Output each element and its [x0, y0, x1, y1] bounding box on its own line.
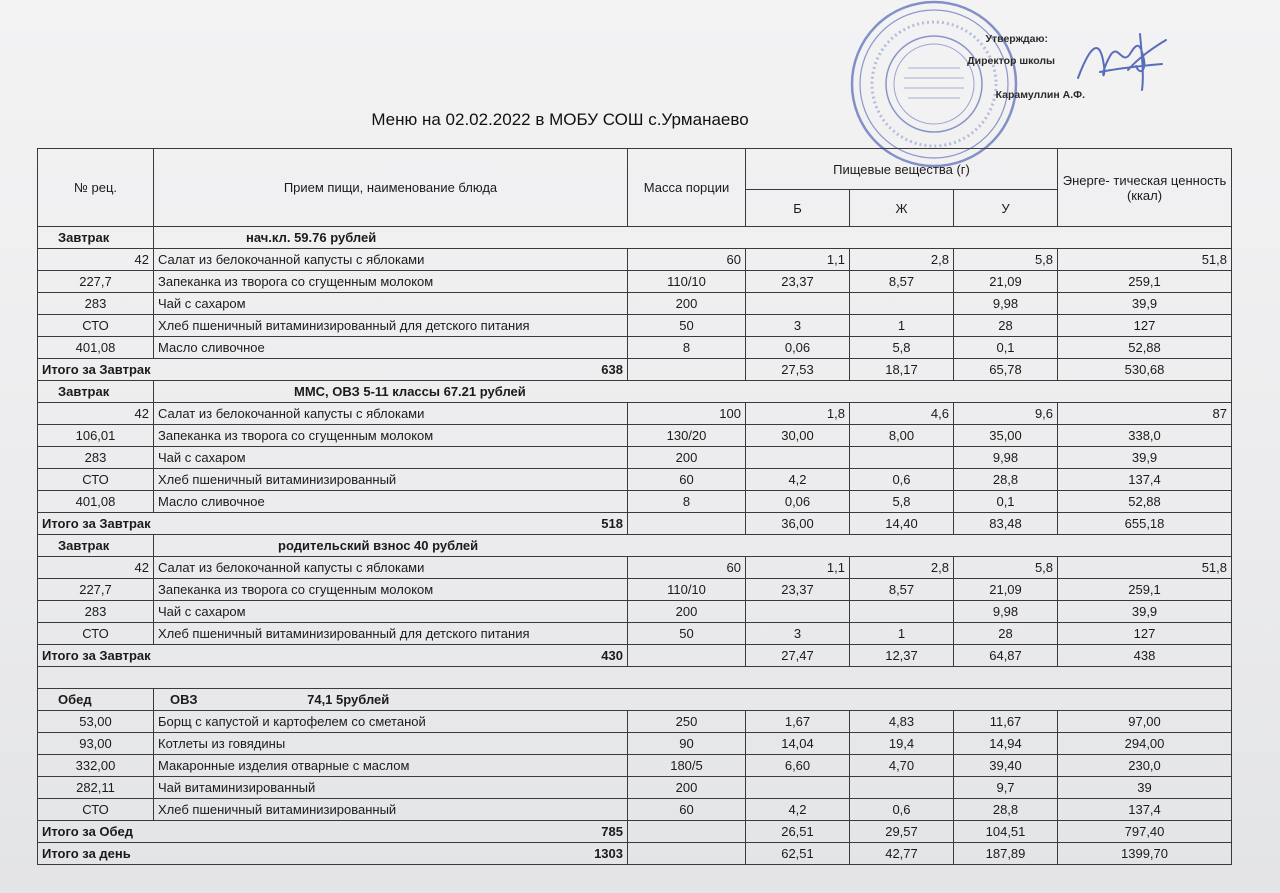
rec-cell: 401,08: [38, 337, 154, 359]
total-mass-cell: [628, 513, 746, 535]
table-row: [38, 557, 1232, 579]
mass-cell: 100: [628, 403, 746, 425]
section-breakfast-mms: [38, 381, 1232, 535]
fat-cell: 2,8: [850, 249, 954, 271]
mass-cell: 200: [628, 293, 746, 315]
total-energy: 438: [1058, 645, 1232, 667]
rec-cell: СТО: [38, 623, 154, 645]
energy-cell: 230,0: [1058, 755, 1232, 777]
fat-cell: [850, 447, 954, 469]
fat-cell: 19,4: [850, 733, 954, 755]
dish-cell: Запеканка из творога со сгущенным молоком: [154, 271, 628, 293]
fat-cell: [850, 293, 954, 315]
dish-cell: Макаронные изделия отварные с маслом: [154, 755, 628, 777]
total-energy: 797,40: [1058, 821, 1232, 843]
approval-position: Директор школы: [967, 55, 1055, 67]
fat-cell: 1: [850, 315, 954, 337]
fat-cell: 2,8: [850, 557, 954, 579]
rec-cell: СТО: [38, 469, 154, 491]
table-row: [38, 799, 1232, 821]
total-label: [38, 645, 628, 667]
carbs-cell: 9,7: [954, 777, 1058, 799]
carbs-cell: 11,67: [954, 711, 1058, 733]
protein-cell: 1,1: [746, 249, 850, 271]
fat-cell: 8,57: [850, 579, 954, 601]
rec-cell: 42: [38, 249, 154, 271]
table-row: [38, 491, 1232, 513]
fat-cell: 4,6: [850, 403, 954, 425]
protein-cell: 14,04: [746, 733, 850, 755]
carbs-cell: 39,40: [954, 755, 1058, 777]
total-carbs: 104,51: [954, 821, 1058, 843]
dish-cell: Масло сливочное: [154, 491, 628, 513]
day-total-carbs: 187,89: [954, 843, 1058, 865]
total-protein: 36,00: [746, 513, 850, 535]
total-carbs: 65,78: [954, 359, 1058, 381]
dish-cell: Масло сливочное: [154, 337, 628, 359]
energy-cell: 39: [1058, 777, 1232, 799]
carbs-cell: 5,8: [954, 249, 1058, 271]
table-row: [38, 755, 1232, 777]
header-protein: Б: [746, 190, 850, 227]
dish-cell: Хлеб пшеничный витаминизированный для детского питания: [154, 623, 628, 645]
table-row: [38, 733, 1232, 755]
day-total-fat: 42,77: [850, 843, 954, 865]
dish-cell: Хлеб пшеничный витаминизированный для детского питания: [154, 315, 628, 337]
dish-cell: Запеканка из творога со сгущенным молоком: [154, 579, 628, 601]
energy-cell: 39,9: [1058, 293, 1232, 315]
meal-group-cell: [154, 689, 1232, 711]
total-fat: 18,17: [850, 359, 954, 381]
meal-name: Обед: [38, 689, 154, 711]
approval-director-name: Карамуллин А.Ф.: [995, 89, 1085, 101]
total-label-text: Итого за Обед: [42, 824, 134, 839]
energy-cell: 52,88: [1058, 337, 1232, 359]
total-label: [38, 821, 628, 843]
rec-cell: 227,7: [38, 579, 154, 601]
fat-cell: 8,57: [850, 271, 954, 293]
total-carbs: 83,48: [954, 513, 1058, 535]
approval-line: Утверждаю:: [985, 33, 1048, 45]
table-row: [38, 579, 1232, 601]
energy-cell: 294,00: [1058, 733, 1232, 755]
page-title: Меню на 02.02.2022 в МОБУ СОШ с.Урманаево: [371, 110, 749, 129]
protein-cell: 23,37: [746, 271, 850, 293]
rec-cell: 227,7: [38, 271, 154, 293]
table-row: [38, 469, 1232, 491]
mass-cell: 110/10: [628, 271, 746, 293]
fat-cell: 0,6: [850, 469, 954, 491]
mass-cell: 130/20: [628, 425, 746, 447]
energy-cell: 51,8: [1058, 249, 1232, 271]
protein-cell: [746, 447, 850, 469]
mass-cell: 110/10: [628, 579, 746, 601]
protein-cell: 4,2: [746, 799, 850, 821]
section-header-row: [38, 381, 1232, 403]
header-fat: Ж: [850, 190, 954, 227]
total-row: [38, 645, 1232, 667]
dish-cell: Борщ с капустой и картофелем со сметаной: [154, 711, 628, 733]
protein-cell: 4,2: [746, 469, 850, 491]
table-row: [38, 425, 1232, 447]
total-fat: 12,37: [850, 645, 954, 667]
dish-cell: Хлеб пшеничный витаминизированный: [154, 469, 628, 491]
section-header-row: [38, 689, 1232, 711]
carbs-cell: 9,98: [954, 601, 1058, 623]
carbs-cell: 35,00: [954, 425, 1058, 447]
rec-cell: 53,00: [38, 711, 154, 733]
rec-cell: 282,11: [38, 777, 154, 799]
energy-cell: 87: [1058, 403, 1232, 425]
energy-cell: 52,88: [1058, 491, 1232, 513]
total-row: [38, 821, 1232, 843]
mass-cell: 90: [628, 733, 746, 755]
approval-block: [940, 28, 1140, 106]
mass-cell: 200: [628, 447, 746, 469]
dish-cell: Котлеты из говядины: [154, 733, 628, 755]
energy-cell: 127: [1058, 315, 1232, 337]
total-label-text: Итого за Завтрак: [42, 648, 151, 663]
energy-cell: 51,8: [1058, 557, 1232, 579]
table-row: [38, 777, 1232, 799]
dish-cell: Чай с сахаром: [154, 293, 628, 315]
energy-cell: 97,00: [1058, 711, 1232, 733]
table-row: [38, 447, 1232, 469]
protein-cell: 0,06: [746, 337, 850, 359]
mass-cell: 250: [628, 711, 746, 733]
energy-cell: 137,4: [1058, 469, 1232, 491]
total-label: [38, 513, 628, 535]
carbs-cell: 9,98: [954, 447, 1058, 469]
mass-cell: 60: [628, 469, 746, 491]
rec-cell: 283: [38, 293, 154, 315]
total-label: [38, 359, 628, 381]
mass-cell: 8: [628, 337, 746, 359]
total-mass-cell: [628, 359, 746, 381]
mass-cell: 60: [628, 557, 746, 579]
meal-name: Завтрак: [38, 227, 154, 249]
mass-cell: 180/5: [628, 755, 746, 777]
dish-cell: Хлеб пшеничный витаминизированный: [154, 799, 628, 821]
header-energy: Энерге- тическая ценность (ккал): [1058, 149, 1232, 227]
rec-cell: 42: [38, 557, 154, 579]
carbs-cell: 28: [954, 623, 1058, 645]
total-fat: 14,40: [850, 513, 954, 535]
carbs-cell: 0,1: [954, 491, 1058, 513]
mass-cell: 50: [628, 315, 746, 337]
energy-cell: 137,4: [1058, 799, 1232, 821]
carbs-cell: 21,09: [954, 579, 1058, 601]
total-mass: 638: [601, 362, 623, 377]
fat-cell: 5,8: [850, 337, 954, 359]
header-mass: Масса порции: [628, 149, 746, 227]
day-total-row: [38, 843, 1232, 865]
day-total-label-text: Итого за день: [42, 846, 131, 861]
total-mass: 518: [601, 516, 623, 531]
total-row: [38, 513, 1232, 535]
mass-cell: 60: [628, 799, 746, 821]
table-row: [38, 271, 1232, 293]
total-carbs: 64,87: [954, 645, 1058, 667]
fat-cell: [850, 601, 954, 623]
total-mass-cell: [628, 821, 746, 843]
dish-cell: Салат из белокочанной капусты с яблоками: [154, 557, 628, 579]
total-mass: 430: [601, 648, 623, 663]
total-mass: 785: [601, 824, 623, 839]
dish-cell: Чай витаминизированный: [154, 777, 628, 799]
day-total-mass: 1303: [594, 846, 623, 861]
protein-cell: 3: [746, 315, 850, 337]
meal-group: родительский взнос 40 рублей: [154, 535, 1232, 557]
rec-cell: 106,01: [38, 425, 154, 447]
carbs-cell: 9,6: [954, 403, 1058, 425]
protein-cell: 30,00: [746, 425, 850, 447]
day-total-energy: 1399,70: [1058, 843, 1232, 865]
header-rec-number: № рец.: [38, 149, 154, 227]
total-label-text: Итого за Завтрак: [42, 362, 151, 377]
protein-cell: [746, 777, 850, 799]
protein-cell: 6,60: [746, 755, 850, 777]
table-row: [38, 293, 1232, 315]
carbs-cell: 28: [954, 315, 1058, 337]
section-breakfast-parental: [38, 535, 1232, 689]
protein-cell: [746, 601, 850, 623]
rec-cell: 93,00: [38, 733, 154, 755]
energy-cell: 39,9: [1058, 601, 1232, 623]
rec-cell: СТО: [38, 799, 154, 821]
protein-cell: 3: [746, 623, 850, 645]
section-header-row: [38, 535, 1232, 557]
total-row: [38, 359, 1232, 381]
total-energy: 530,68: [1058, 359, 1232, 381]
energy-cell: 259,1: [1058, 579, 1232, 601]
rec-cell: СТО: [38, 315, 154, 337]
carbs-cell: 9,98: [954, 293, 1058, 315]
section-header-row: [38, 227, 1232, 249]
mass-cell: 50: [628, 623, 746, 645]
protein-cell: 1,8: [746, 403, 850, 425]
fat-cell: 8,00: [850, 425, 954, 447]
meal-name: Завтрак: [38, 535, 154, 557]
header-dish: Прием пищи, наименование блюда: [154, 149, 628, 227]
mass-cell: 200: [628, 777, 746, 799]
header-carbs: У: [954, 190, 1058, 227]
energy-cell: 39,9: [1058, 447, 1232, 469]
fat-cell: 4,83: [850, 711, 954, 733]
day-total-label: [38, 843, 628, 865]
total-protein: 27,47: [746, 645, 850, 667]
meal-price: 74,1 5рублей: [307, 692, 390, 707]
protein-cell: 1,1: [746, 557, 850, 579]
total-mass-cell: [628, 645, 746, 667]
meal-group: ОВЗ: [170, 692, 198, 707]
energy-cell: 127: [1058, 623, 1232, 645]
energy-cell: 259,1: [1058, 271, 1232, 293]
meal-group: ММС, ОВЗ 5-11 классы 67.21 рублей: [154, 381, 1232, 403]
energy-cell: 338,0: [1058, 425, 1232, 447]
dish-cell: Салат из белокочанной капусты с яблоками: [154, 403, 628, 425]
total-label-text: Итого за Завтрак: [42, 516, 151, 531]
total-fat: 29,57: [850, 821, 954, 843]
total-protein: 27,53: [746, 359, 850, 381]
carbs-cell: 21,09: [954, 271, 1058, 293]
table-row: [38, 249, 1232, 271]
day-total-protein: 62,51: [746, 843, 850, 865]
section-lunch: [38, 689, 1232, 865]
table-row: [38, 711, 1232, 733]
header-nutrients: Пищевые вещества (г): [746, 149, 1058, 190]
section-breakfast-primary: [38, 227, 1232, 381]
spacer-row: [38, 667, 1232, 689]
day-total-mass-cell: [628, 843, 746, 865]
total-energy: 655,18: [1058, 513, 1232, 535]
rec-cell: 332,00: [38, 755, 154, 777]
table-row: [38, 337, 1232, 359]
fat-cell: 0,6: [850, 799, 954, 821]
carbs-cell: 0,1: [954, 337, 1058, 359]
dish-cell: Чай с сахаром: [154, 447, 628, 469]
carbs-cell: 14,94: [954, 733, 1058, 755]
mass-cell: 60: [628, 249, 746, 271]
table-row: [38, 315, 1232, 337]
dish-cell: Салат из белокочанной капусты с яблоками: [154, 249, 628, 271]
total-protein: 26,51: [746, 821, 850, 843]
fat-cell: 1: [850, 623, 954, 645]
rec-cell: 283: [38, 601, 154, 623]
table-row: [38, 623, 1232, 645]
protein-cell: 1,67: [746, 711, 850, 733]
table-row: [38, 403, 1232, 425]
mass-cell: 200: [628, 601, 746, 623]
carbs-cell: 28,8: [954, 799, 1058, 821]
carbs-cell: 28,8: [954, 469, 1058, 491]
menu-table: [37, 148, 1232, 865]
meal-name: Завтрак: [38, 381, 154, 403]
table-row: [38, 601, 1232, 623]
meal-group: нач.кл. 59.76 рублей: [154, 227, 1232, 249]
mass-cell: 8: [628, 491, 746, 513]
rec-cell: 283: [38, 447, 154, 469]
fat-cell: 5,8: [850, 491, 954, 513]
carbs-cell: 5,8: [954, 557, 1058, 579]
protein-cell: 23,37: [746, 579, 850, 601]
rec-cell: 401,08: [38, 491, 154, 513]
protein-cell: 0,06: [746, 491, 850, 513]
dish-cell: Запеканка из творога со сгущенным молоком: [154, 425, 628, 447]
fat-cell: [850, 777, 954, 799]
spacer-cell: [38, 667, 1232, 689]
protein-cell: [746, 293, 850, 315]
rec-cell: 42: [38, 403, 154, 425]
dish-cell: Чай с сахаром: [154, 601, 628, 623]
fat-cell: 4,70: [850, 755, 954, 777]
